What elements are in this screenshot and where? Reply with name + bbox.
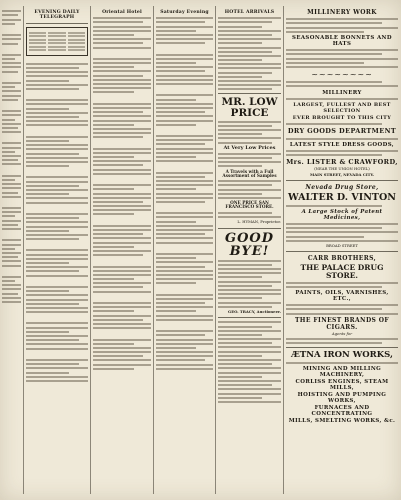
rates-table (26, 27, 88, 56)
column-heading: Saturday Evening (160, 10, 209, 15)
advert-title: MILLINERY WORK (307, 9, 377, 16)
advert-subheading: THE FINEST BRANDS OF CIGARS. (294, 316, 390, 331)
nevada-drug-advert (286, 184, 398, 248)
column-rule (283, 6, 284, 494)
advert-subheading: HOISTING AND PUMPING WORKS, (297, 392, 387, 405)
advert-subheading: A Large Stock of Patent Medicines, (301, 208, 383, 221)
news-column-1 (26, 8, 88, 494)
advert-subheading: EVER BROUGHT TO THIS CITY (292, 115, 392, 121)
column-rule (23, 6, 24, 494)
advert-title: Nevada Drug Store, (305, 184, 379, 192)
advert-title: MR. LOW PRICE (221, 96, 278, 119)
advert-title: THE PALACE DRUG STORE. (300, 263, 384, 280)
column-heading: HOTEL ARRIVALS (224, 10, 275, 15)
advert-subheading: MILLINERY (322, 89, 362, 96)
column-heading: EVENING DAILY TELEGRAPH (34, 10, 80, 21)
advert-title: GOOD BYE! (224, 230, 275, 259)
news-column-3 (156, 8, 213, 494)
news-column-2 (93, 8, 151, 494)
good-bye-advert (218, 232, 281, 315)
advert-subheading: Mrs. LISTER & CRAWFORD, (286, 158, 398, 167)
advert-subheading: A Travels with a Full Assortment of Samples (222, 168, 277, 178)
right-advert-column (286, 8, 398, 494)
aetna-iron-advert (286, 351, 398, 424)
advert-title: CARR BROTHERS, (307, 255, 377, 263)
millinery-advert (286, 9, 398, 177)
advert-note: Agents for (331, 330, 353, 336)
advert-subheading: LARGEST, FULLEST AND BEST SELECTION (293, 102, 391, 114)
advert-subheading: MINING AND MILLING MACHINERY, (302, 366, 382, 379)
ornament: ~~~~~~~~ (311, 70, 373, 80)
column-heading: Oriental Hotel (102, 10, 142, 15)
advert-subheading: ONE PRICE SAN FRANCISCO STORE. (225, 200, 274, 210)
advert-subheading: PAINTS, OILS, VARNISHES, ETC., (295, 289, 389, 302)
advert-title: ÆTNA IRON WORKS, (291, 350, 393, 361)
advert-title: WALTER D. VINTON (288, 192, 396, 204)
cropped-column (2, 8, 21, 494)
column-rule (90, 6, 91, 494)
advertising-column (218, 8, 281, 494)
advert-subheading: DRY GOODS DEPARTMENT (287, 127, 397, 136)
column-rule (153, 6, 154, 494)
low-price-advert (218, 97, 281, 224)
advert-address: (NEAR THE UNION HOTEL) (314, 166, 370, 172)
advert-address: MAIN STREET, NEVADA CITY. (310, 171, 374, 177)
advert-subheading: SEASONABLE BONNETS AND HATS (292, 34, 392, 47)
palace-drug-advert (286, 255, 398, 344)
advert-signature: L. HYMAN, Proprietor. (237, 219, 281, 225)
advert-subheading: LATEST STYLE DRESS GOODS, (289, 141, 395, 148)
advert-subheading: FURNACES AND CONCENTRATING (311, 405, 373, 418)
advert-subheading: At Very Low Prices (223, 144, 276, 151)
advert-subheading: CORLISS ENGINES, STEAM MILLS, (295, 379, 389, 392)
column-rule (215, 6, 216, 494)
advert-address: BROAD STREET (326, 243, 358, 249)
advert-subheading: MILLS, SMELTING WORKS, &c. (288, 418, 396, 425)
advert-signature: GEO. TRACY, Auctioneer. (228, 308, 281, 314)
